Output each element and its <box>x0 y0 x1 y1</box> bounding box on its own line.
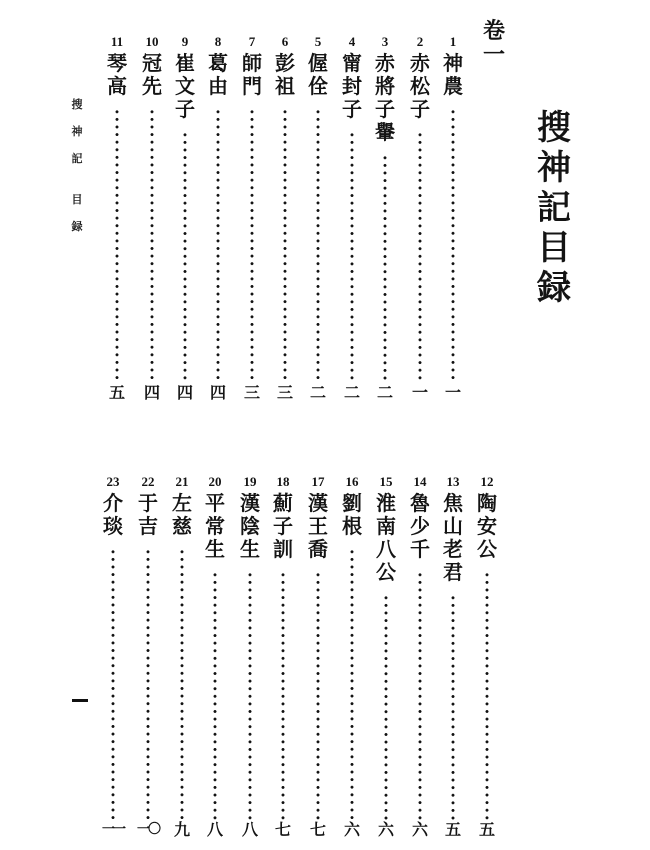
entry-title-char: 安 <box>477 514 497 538</box>
entry-title-char: 八 <box>376 537 396 561</box>
entry-title-char: 神 <box>443 51 463 75</box>
toc-entry <box>337 34 367 405</box>
entry-page: 一一 <box>101 822 124 837</box>
toc-entry <box>405 34 435 405</box>
toc-entry <box>102 34 132 405</box>
entry-title-char: 漢 <box>240 491 260 515</box>
toc-entry <box>133 474 163 842</box>
entry-title <box>477 492 497 561</box>
entry-page: 八 <box>206 820 223 839</box>
leader-dots <box>451 594 455 820</box>
leader-dots <box>115 108 119 383</box>
leader-dots <box>183 131 187 383</box>
entry-title <box>376 492 396 584</box>
entry-page: 四 <box>176 383 193 402</box>
entry-title-char: 門 <box>242 74 262 98</box>
leader-dots <box>350 548 354 820</box>
entry-title <box>175 52 195 121</box>
entry-title-char: 千 <box>410 537 430 561</box>
entry-number: 14 <box>413 474 427 489</box>
entry-page: 三 <box>243 383 260 402</box>
toc-entry <box>137 34 167 405</box>
toc-entry <box>303 474 333 842</box>
entry-title <box>205 492 225 561</box>
leader-dots <box>384 594 388 820</box>
entry-title-char: 左 <box>172 491 192 515</box>
entry-title-char: 冠 <box>142 51 162 75</box>
toc-entry <box>337 474 367 842</box>
leader-dots <box>216 108 220 383</box>
entry-number: 18 <box>276 474 290 489</box>
entry-title-char: 偓 <box>308 51 328 75</box>
document-title <box>532 108 576 308</box>
entry-title-char: 生 <box>240 537 260 561</box>
entry-title <box>273 492 293 561</box>
entry-number: 13 <box>446 474 460 489</box>
leader-dots <box>111 548 115 820</box>
entry-number: 22 <box>141 474 155 489</box>
entry-number: 11 <box>110 34 124 49</box>
entry-title-char: 佺 <box>308 74 328 98</box>
entry-number: 9 <box>181 34 189 49</box>
volume-heading <box>479 20 509 68</box>
entry-title-char: 琰 <box>103 514 123 538</box>
entry-title-char: 陶 <box>477 491 497 515</box>
leader-dots <box>150 108 154 383</box>
entry-title <box>142 52 162 98</box>
title-char: 記 <box>537 188 571 228</box>
entry-title <box>240 492 260 561</box>
entry-title <box>375 52 395 144</box>
entry-page: 三 <box>276 383 293 402</box>
entry-page: 一 <box>444 383 461 402</box>
title-char: 神 <box>537 148 571 188</box>
entry-page: 六 <box>377 820 394 839</box>
entry-number: 3 <box>381 34 389 49</box>
toc-entry <box>237 34 267 405</box>
entry-page: 四 <box>143 383 160 402</box>
entry-title-char: 山 <box>443 514 463 538</box>
entry-number: 19 <box>243 474 257 489</box>
running-header-char: 神 <box>71 125 83 138</box>
entry-title-char: 公 <box>376 560 396 584</box>
entry-page: 七 <box>274 820 291 839</box>
entry-title-char: 常 <box>205 514 225 538</box>
entry-number: 5 <box>314 34 322 49</box>
leader-dots <box>146 548 150 820</box>
leader-dots <box>250 108 254 383</box>
entry-page: 五 <box>108 383 125 402</box>
entry-title-char: 子 <box>175 97 195 121</box>
entry-title-char: 劉 <box>342 491 362 515</box>
entry-title-char: 將 <box>375 74 395 98</box>
entry-title-char: 王 <box>308 514 328 538</box>
entry-title-char: 高 <box>107 74 127 98</box>
entry-title-char: 公 <box>477 537 497 561</box>
entry-page: 六 <box>343 820 360 839</box>
entry-title-char: 介 <box>103 491 123 515</box>
entry-title-char: 祖 <box>275 74 295 98</box>
entry-number: 16 <box>345 474 359 489</box>
leader-dots <box>316 108 320 383</box>
entry-title-char: 君 <box>443 560 463 584</box>
toc-entry <box>170 34 200 405</box>
entry-title <box>275 52 295 98</box>
entry-page: 七 <box>309 820 326 839</box>
entry-title-char: 南 <box>376 514 396 538</box>
toc-entry <box>472 474 502 842</box>
leader-dots <box>316 571 320 820</box>
entry-title <box>410 52 430 121</box>
toc-entry <box>200 474 230 842</box>
entry-title <box>443 52 463 98</box>
toc-entry <box>98 474 128 842</box>
entry-title <box>172 492 192 538</box>
volume-char: 卷 <box>482 19 505 44</box>
entry-number: 20 <box>208 474 222 489</box>
entry-title-char: 少 <box>410 514 430 538</box>
entry-title-char: 赤 <box>410 51 430 75</box>
entry-number: 4 <box>348 34 356 49</box>
toc-entry <box>303 34 333 405</box>
entry-number: 7 <box>248 34 256 49</box>
entry-title-char: 先 <box>142 74 162 98</box>
entry-title <box>342 52 362 121</box>
toc-entry <box>268 474 298 842</box>
entry-title-char: 根 <box>342 514 362 538</box>
leader-dots <box>283 108 287 383</box>
entry-page: 六 <box>411 820 428 839</box>
leader-dots <box>213 571 217 820</box>
entry-title-char: 平 <box>205 491 225 515</box>
entry-title-char: 松 <box>410 74 430 98</box>
entry-title <box>107 52 127 98</box>
entry-page: 四 <box>209 383 226 402</box>
leader-dots <box>418 571 422 820</box>
running-header <box>66 98 88 247</box>
entry-page: 八 <box>241 820 258 839</box>
leader-dots <box>485 571 489 820</box>
leader-dots <box>451 108 455 383</box>
entry-number: 15 <box>379 474 393 489</box>
entry-title <box>443 492 463 584</box>
entry-title-char: 訓 <box>273 537 293 561</box>
entry-title <box>342 492 362 538</box>
toc-entry <box>370 34 400 405</box>
running-header-char: 記 <box>71 152 83 165</box>
entry-title-char: 甯 <box>342 51 362 75</box>
entry-number: 10 <box>145 34 159 49</box>
entry-title <box>242 52 262 98</box>
entry-number: 6 <box>281 34 289 49</box>
entry-title-char: 慈 <box>172 514 192 538</box>
entry-page: 一 <box>411 383 428 402</box>
entry-title-char: 子 <box>410 97 430 121</box>
entry-number: 21 <box>175 474 189 489</box>
entry-title-char: 子 <box>342 97 362 121</box>
entry-title-char: 漢 <box>308 491 328 515</box>
entry-title-char: 崔 <box>175 51 195 75</box>
entry-title-char: 封 <box>342 74 362 98</box>
title-char: 目 <box>537 228 571 268</box>
toc-entry <box>235 474 265 842</box>
entry-title-char: 喬 <box>308 537 328 561</box>
entry-title <box>308 492 328 561</box>
toc-entry <box>203 34 233 405</box>
entry-title-char: 由 <box>208 74 228 98</box>
entry-title-char: 子 <box>375 97 395 121</box>
entry-title-char: 琴 <box>107 51 127 75</box>
entry-title-char: 生 <box>205 537 225 561</box>
entry-title-char: 陰 <box>240 514 260 538</box>
entry-page: 二 <box>376 383 393 402</box>
entry-title-char: 子 <box>273 514 293 538</box>
running-header-char: 録 <box>71 220 83 233</box>
leader-dots <box>281 571 285 820</box>
entry-title-char: 葛 <box>208 51 228 75</box>
entry-title <box>410 492 430 561</box>
leader-dots <box>383 154 387 383</box>
entry-title-char: 彭 <box>275 51 295 75</box>
toc-entry <box>438 34 468 405</box>
toc-entry <box>167 474 197 842</box>
entry-title-char: 薊 <box>273 491 293 515</box>
entry-title-char: 淮 <box>376 491 396 515</box>
page-number <box>72 699 88 702</box>
entry-page: 五 <box>444 820 461 839</box>
entry-page: 九 <box>173 820 190 839</box>
volume-char: 一 <box>482 43 505 68</box>
running-header-char: 搜 <box>71 98 83 111</box>
entry-number: 2 <box>416 34 424 49</box>
entry-title-char: 師 <box>242 51 262 75</box>
entry-page: 二 <box>309 383 326 402</box>
leader-dots <box>418 131 422 383</box>
entry-title <box>103 492 123 538</box>
entry-title-char: 于 <box>138 491 158 515</box>
entry-title-char: 焦 <box>443 491 463 515</box>
entry-title-char: 吉 <box>138 514 158 538</box>
toc-entry <box>371 474 401 842</box>
leader-dots <box>248 571 252 820</box>
entry-title-char: 文 <box>175 74 195 98</box>
entry-title-char: 老 <box>443 537 463 561</box>
entry-number: 8 <box>214 34 222 49</box>
entry-title-char: 農 <box>443 74 463 98</box>
entry-number: 1 <box>449 34 457 49</box>
entry-number: 17 <box>311 474 325 489</box>
entry-title <box>138 492 158 538</box>
entry-number: 23 <box>106 474 120 489</box>
entry-page: 一〇 <box>136 822 159 837</box>
toc-entry <box>438 474 468 842</box>
toc-entry <box>270 34 300 405</box>
entry-title <box>208 52 228 98</box>
entry-title-char: 魯 <box>410 491 430 515</box>
entry-page: 二 <box>343 383 360 402</box>
entry-page: 五 <box>478 820 495 839</box>
title-char: 録 <box>537 268 571 308</box>
running-header-char: 目 <box>71 193 83 206</box>
entry-number: 12 <box>480 474 494 489</box>
leader-dots <box>350 131 354 383</box>
entry-title-char: 赤 <box>375 51 395 75</box>
entry-title-char: 轝 <box>375 120 395 144</box>
entry-title <box>308 52 328 98</box>
title-char: 搜 <box>537 108 571 148</box>
toc-entry <box>405 474 435 842</box>
leader-dots <box>180 548 184 820</box>
